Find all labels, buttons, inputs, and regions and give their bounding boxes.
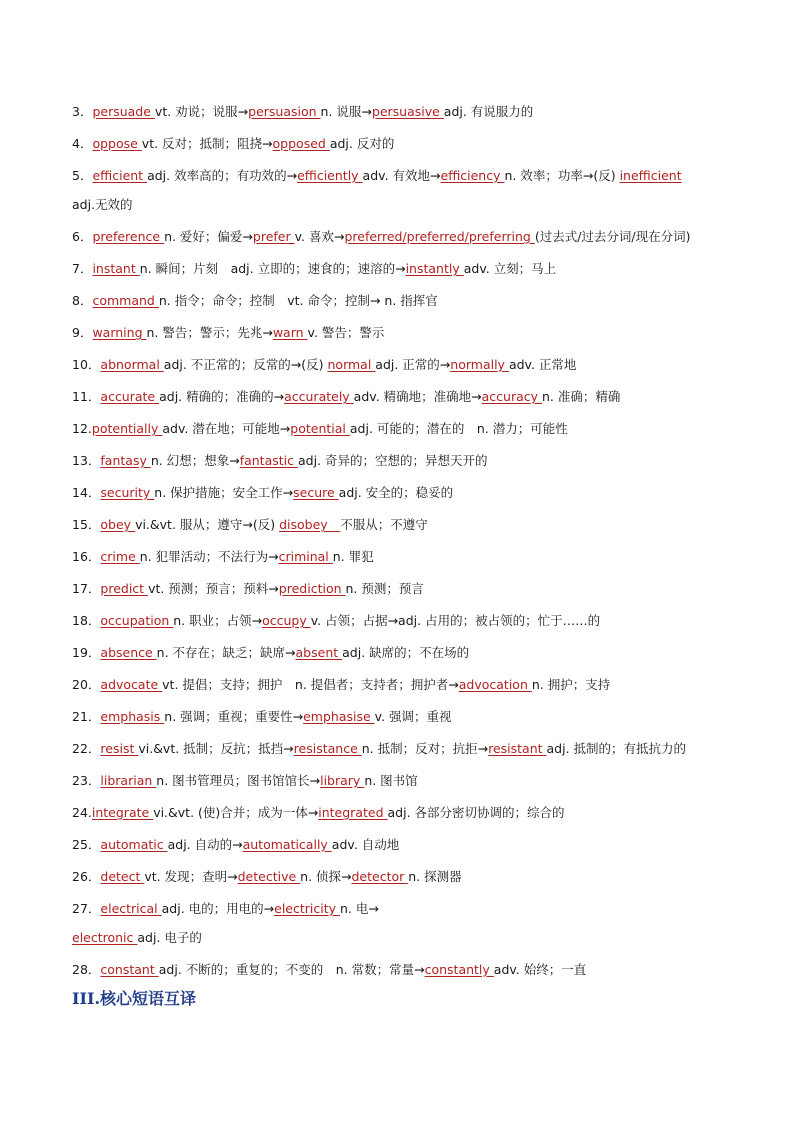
- definition-text: vt. 发现；查明→: [144, 869, 238, 884]
- answer-word: disobey: [279, 517, 341, 532]
- answer-word: electronic: [72, 930, 138, 945]
- definition-text: n. 罪犯: [332, 549, 374, 564]
- vocab-line: [72, 133, 722, 165]
- answer-word: persuasion: [248, 104, 321, 119]
- answer-word: emphasise: [303, 709, 375, 724]
- answer-word: detect: [100, 869, 145, 884]
- definition-text: adv. 正常地: [508, 357, 577, 372]
- answer-word: warn: [272, 325, 308, 340]
- answer-word: instant: [92, 261, 140, 276]
- definition-text: v. 占领；占据→adj. 占用的；被占领的；忙于……的: [310, 613, 601, 628]
- answer-word: predict: [100, 581, 149, 596]
- answer-word: preference: [92, 229, 165, 244]
- answer-word: advocation: [458, 677, 532, 692]
- definition-text: vi.&vt. (使)合并；成为一体→: [153, 805, 319, 820]
- definition-text: adj. 可能的；潜在的 n. 潜力；可能性: [349, 421, 568, 436]
- vocab-line: [72, 386, 722, 418]
- definition-text: n. 犯罪活动；不法行为→: [139, 549, 279, 564]
- vocab-line: [72, 898, 722, 930]
- answer-word: library: [320, 773, 365, 788]
- definition-text: n. 保护措施；安全工作→: [154, 485, 294, 500]
- vocab-line: [72, 674, 722, 706]
- section-heading: III.核心短语互译: [72, 989, 197, 1008]
- vocab-line: [72, 866, 722, 898]
- answer-word: obey: [100, 517, 136, 532]
- answer-word: accurate: [100, 389, 160, 404]
- definition-text: adj. 各部分密切协调的；综合的: [387, 805, 565, 820]
- definition-text: adj. 奇异的；空想的；异想天开的: [297, 453, 488, 468]
- definition-text: n. 电→: [339, 901, 379, 916]
- definition-text: 22．: [72, 741, 101, 756]
- answer-word: efficient: [92, 168, 148, 183]
- definition-text: adv. 立刻；马上: [463, 261, 557, 276]
- definition-text: adj. 抵制的；有抵抗力的: [546, 741, 687, 756]
- vocabulary-list: [72, 101, 722, 991]
- definition-text: 5．: [72, 168, 93, 183]
- definition-text: adv. 潜在地；可能地→: [162, 421, 291, 436]
- vocab-line: [72, 706, 722, 738]
- vocab-line: [72, 165, 722, 197]
- definition-text: n. 指令；命令；控制 vt. 命令；控制→ n. 指挥官: [158, 293, 438, 308]
- definition-text: adj.无效的: [72, 197, 133, 212]
- definition-text: n. 强调；重视；重要性→: [164, 709, 304, 724]
- vocab-line: [72, 354, 722, 386]
- answer-word: crime: [100, 549, 140, 564]
- answer-word: inefficient: [619, 168, 682, 183]
- definition-text: vt. 反对；抵制；阻挠→: [141, 136, 273, 151]
- answer-word: resistant: [488, 741, 547, 756]
- definition-text: adj. 效率高的；有功效的→: [147, 168, 298, 183]
- definition-text: 19．: [72, 645, 101, 660]
- answer-word: instantly: [405, 261, 464, 276]
- definition-text: 16．: [72, 549, 101, 564]
- definition-text: n. 爱好；偏爱→: [164, 229, 253, 244]
- answer-word: constantly: [424, 962, 494, 977]
- answer-word: automatic: [100, 837, 168, 852]
- vocab-line: [72, 642, 722, 674]
- definition-text: n. 警告；警示；先兆→: [146, 325, 273, 340]
- definition-text: n. 幻想；想象→: [150, 453, 240, 468]
- definition-text: 10．: [72, 357, 101, 372]
- answer-word: efficiently: [297, 168, 363, 183]
- vocab-line: [72, 578, 722, 610]
- definition-text: n. 说服→: [320, 104, 372, 119]
- answer-word: prediction: [278, 581, 346, 596]
- answer-word: fantastic: [239, 453, 298, 468]
- answer-word: resistance: [293, 741, 362, 756]
- definition-text: adj. 精确的；准确的→: [159, 389, 285, 404]
- definition-text: n. 预测；预言: [345, 581, 424, 596]
- vocab-line: [72, 610, 722, 642]
- definition-text: n. 侦探→: [300, 869, 352, 884]
- answer-word: warning: [92, 325, 147, 340]
- answer-word: occupation: [100, 613, 174, 628]
- definition-text: adj. 电的；用电的→: [161, 901, 275, 916]
- answer-word: constant: [100, 962, 159, 977]
- answer-word: oppose: [92, 136, 142, 151]
- definition-text: n. 瞬间；片刻 adj. 立即的；速食的；速溶的→: [139, 261, 406, 276]
- definition-text: 4．: [72, 136, 93, 151]
- definition-text: n. 不存在；缺乏；缺席→: [156, 645, 296, 660]
- definition-text: adv. 始终；一直: [493, 962, 587, 977]
- vocab-line-continuation: [72, 927, 722, 959]
- definition-text: 26．: [72, 869, 101, 884]
- definition-text: 7．: [72, 261, 93, 276]
- definition-text: v. 警告；警示: [307, 325, 385, 340]
- vocab-line: [72, 101, 722, 133]
- definition-text: 不服从；不遵守: [340, 517, 428, 532]
- definition-text: adj. 正常的→: [375, 357, 451, 372]
- vocab-line: [72, 738, 722, 770]
- vocab-line: [72, 258, 722, 290]
- definition-text: adj. 缺席的；不在场的: [342, 645, 470, 660]
- definition-text: 6．: [72, 229, 93, 244]
- definition-text: 13．: [72, 453, 101, 468]
- answer-word: electricity: [274, 901, 340, 916]
- vocab-line: [72, 802, 722, 834]
- definition-text: 21．: [72, 709, 101, 724]
- definition-text: 12.: [72, 421, 92, 436]
- answer-word: librarian: [100, 773, 157, 788]
- definition-text: adj. 不正常的；反常的→(反): [163, 357, 328, 372]
- definition-text: adj. 有说服力的: [443, 104, 534, 119]
- definition-text: 14．: [72, 485, 101, 500]
- answer-word: security: [100, 485, 155, 500]
- answer-word: accurately: [284, 389, 354, 404]
- answer-word: detector: [351, 869, 409, 884]
- answer-word: advocate: [100, 677, 163, 692]
- definition-text: n. 图书馆: [364, 773, 418, 788]
- definition-text: 17．: [72, 581, 101, 596]
- definition-text: n. 抵制；反对；抗拒→: [361, 741, 489, 756]
- definition-text: n. 效率；功率→(反): [504, 168, 620, 183]
- answer-word: efficiency: [440, 168, 505, 183]
- answer-word: persuade: [92, 104, 155, 119]
- vocab-line: [72, 770, 722, 802]
- definition-text: 3．: [72, 104, 93, 119]
- definition-text: adj. 电子的: [137, 930, 202, 945]
- vocab-line: [72, 546, 722, 578]
- definition-text: n. 探测器: [408, 869, 462, 884]
- answer-word: detective: [237, 869, 301, 884]
- definition-text: 20．: [72, 677, 101, 692]
- definition-text: 18．: [72, 613, 101, 628]
- definition-text: 11．: [72, 389, 101, 404]
- definition-text: 8．: [72, 293, 93, 308]
- definition-text: vt. 提倡；支持；拥护 n. 提倡者；支持者；拥护者→: [162, 677, 459, 692]
- answer-word: normally: [450, 357, 509, 372]
- vocab-line: [72, 226, 722, 258]
- definition-text: 9．: [72, 325, 93, 340]
- answer-word: electrical: [100, 901, 162, 916]
- definition-text: vi.&vt. 抵制；反抗；抵挡→: [138, 741, 294, 756]
- definition-text: vi.&vt. 服从；遵守→(反): [135, 517, 280, 532]
- definition-text: v. 强调；重视: [374, 709, 452, 724]
- answer-word: absence: [100, 645, 157, 660]
- answer-word: potentially: [91, 421, 163, 436]
- definition-text: adj. 安全的；稳妥的: [338, 485, 454, 500]
- definition-text: (过去式/过去分词/现在分词): [534, 229, 691, 244]
- definition-text: v. 喜欢→: [294, 229, 345, 244]
- vocab-line: [72, 450, 722, 482]
- vocab-line: [72, 834, 722, 866]
- answer-word: potential: [290, 421, 350, 436]
- definition-text: adj. 反对的: [329, 136, 395, 151]
- definition-text: adj. 不断的；重复的；不变的 n. 常数；常量→: [158, 962, 425, 977]
- answer-word: fantasy: [100, 453, 151, 468]
- answer-word: command: [92, 293, 159, 308]
- answer-word: criminal: [278, 549, 333, 564]
- answer-word: preferred/preferred/preferring: [344, 229, 535, 244]
- answer-word: opposed: [272, 136, 330, 151]
- definition-text: vt. 劝说；说服→: [154, 104, 249, 119]
- definition-text: adv. 精确地；准确地→: [353, 389, 482, 404]
- vocab-line: [72, 514, 722, 546]
- definition-text: vt. 预测；预言；预料→: [148, 581, 279, 596]
- definition-text: adv. 有效地→: [362, 168, 441, 183]
- answer-word: absent: [295, 645, 343, 660]
- vocab-line: [72, 482, 722, 514]
- answer-word: resist: [100, 741, 139, 756]
- vocab-line-continuation: [72, 194, 722, 226]
- definition-text: n. 图书管理员；图书馆馆长→: [156, 773, 321, 788]
- definition-text: n. 准确；精确: [542, 389, 621, 404]
- answer-word: normal: [327, 357, 376, 372]
- answer-word: integrate: [91, 805, 154, 820]
- definition-text: 15．: [72, 517, 101, 532]
- answer-word: prefer: [252, 229, 295, 244]
- answer-word: abnormal: [100, 357, 164, 372]
- definition-text: 23．: [72, 773, 101, 788]
- vocab-line: [72, 418, 722, 450]
- definition-text: adj. 自动的→: [167, 837, 243, 852]
- definition-text: 24.: [72, 805, 92, 820]
- answer-word: persuasive: [371, 104, 444, 119]
- answer-word: emphasis: [100, 709, 165, 724]
- vocab-line: [72, 322, 722, 354]
- vocab-line: [72, 290, 722, 322]
- definition-text: adv. 自动地: [331, 837, 400, 852]
- answer-word: occupy: [262, 613, 311, 628]
- answer-word: automatically: [242, 837, 332, 852]
- answer-word: accuracy: [481, 389, 542, 404]
- definition-text: n. 职业；占领→: [173, 613, 263, 628]
- definition-text: 25．: [72, 837, 101, 852]
- definition-text: 28．: [72, 962, 101, 977]
- definition-text: 27．: [72, 901, 101, 916]
- answer-word: integrated: [318, 805, 388, 820]
- answer-word: secure: [293, 485, 339, 500]
- definition-text: n. 拥护；支持: [531, 677, 611, 692]
